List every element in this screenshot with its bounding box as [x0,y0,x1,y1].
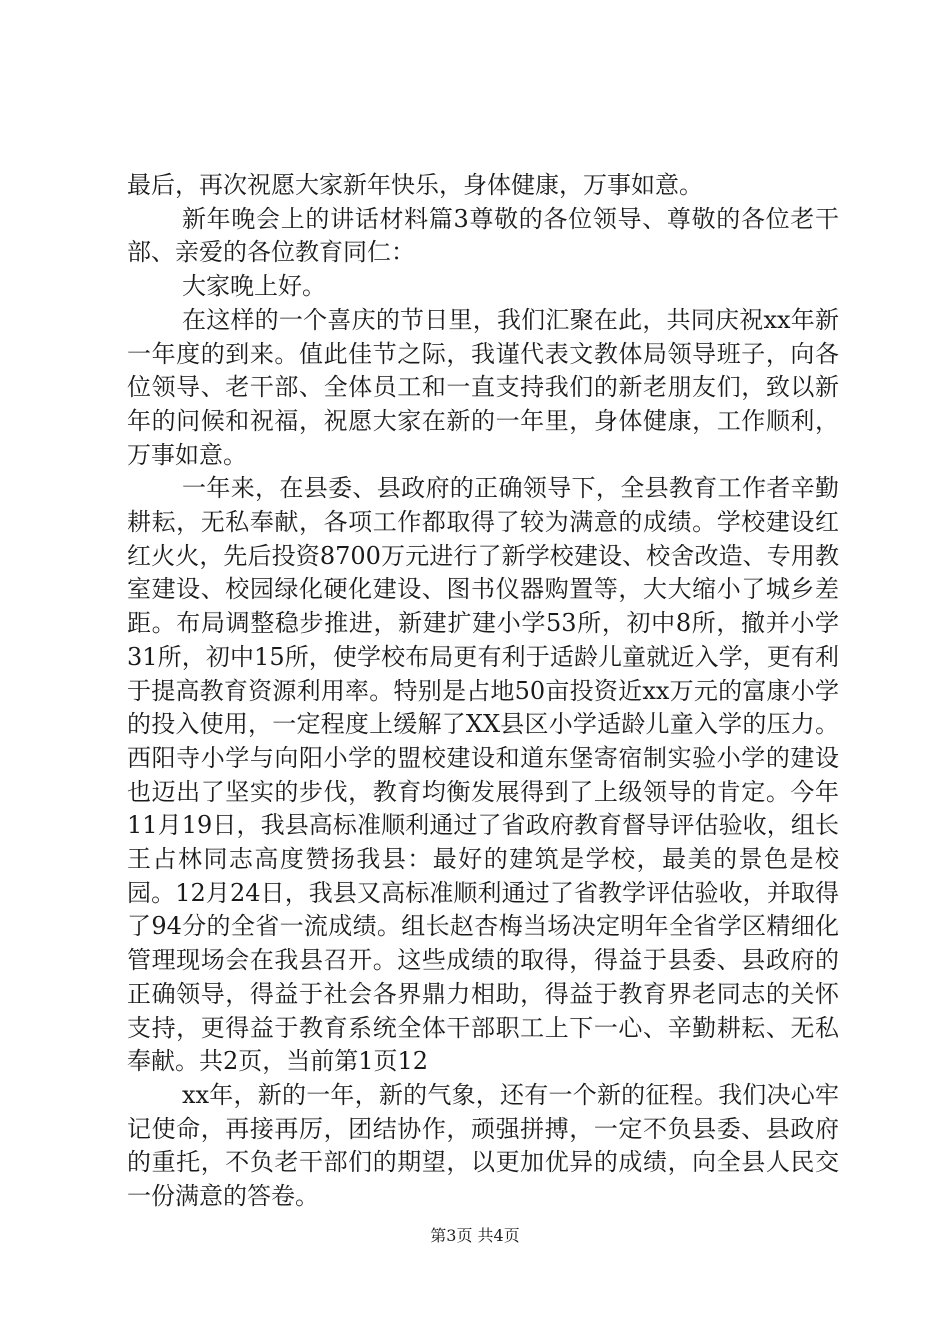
paragraph-speech-heading: 新年晚会上的讲话材料篇3尊敬的各位领导、尊敬的各位老干部、亲爱的各位教育同仁： [127,204,839,267]
paragraph-closing-wish: 最后，再次祝愿大家新年快乐，身体健康，万事如意。 [127,171,703,199]
document-body [127,169,839,1214]
paragraph-achievements: 一年来，在县委、县政府的正确领导下，全县教育工作者辛勤耕耘，无私奉献，各项工作都取得了较为满意的成绩。学校建设红红火火，先后投资8700万元进行了新学校建设、校舍改造、专用教室建设、校园绿化硬化建设、图书仪器购置等，大大缩小了城乡差距。布局调整稳步推进，新建扩建小学53所，初中8所，撤并小学31所，初中15所，使学校布局更有利于适龄儿童就近入学，更有利于提高教育资源利用率。特别是占地50亩投资近xx万元的富康小学的投入使用，一定程度上缓解了XX县区小学适龄儿童入学的压力。西阳寺小学与向阳小学的盟校建设和道东堡寄宿制实验小学的建设也迈出了坚实的步伐，教育均衡发展得到了上级领导的肯定。今年11月19日，我县高标准顺利通过了省政府教育督导评估验收，组长王占林同志高度赞扬我县：最好的建筑是学校，最美的景色是校园。12月24日，我县又高标准顺利通过了省教学评估验收，并取得了94分的全省一流成绩。组长赵杏梅当场决定明年全省学区精细化管理现场会在我县召开。这些成绩的取得，得益于县委、县政府的正确领导，得益于社会各界鼎力相助，得益于教育界老同志的关怀支持，更得益于教育系统全体干部职工上下一心、辛勤耕耘、无私奉献。共2页，当前第1页12 [127,474,839,1076]
page-number-footer: 第3页 共4页 [430,1226,520,1245]
paragraph-new-year-resolve: xx年，新的一年，新的气象，还有一个新的征程。我们决心牢记使命，再接再厉，团结协作，顽强拼搏，一定不负县委、县政府的重托，不负老干部们的期望，以更加优异的成绩，向全县人民交一份满意的答卷。 [127,1080,839,1211]
paragraph-greeting: 大家晚上好。 [182,272,326,301]
paragraph-celebration: 在这样的一个喜庆的节日里，我们汇聚在此，共同庆祝xx年新一年度的到来。值此佳节之际，我谨代表文教体局领导班子，向各位领导、老干部、全体员工和一直支持我们的新老朋友们，致以新年的问候和祝福，祝愿大家在新的一年里，身体健康，工作顺利，万事如意。 [127,305,839,469]
